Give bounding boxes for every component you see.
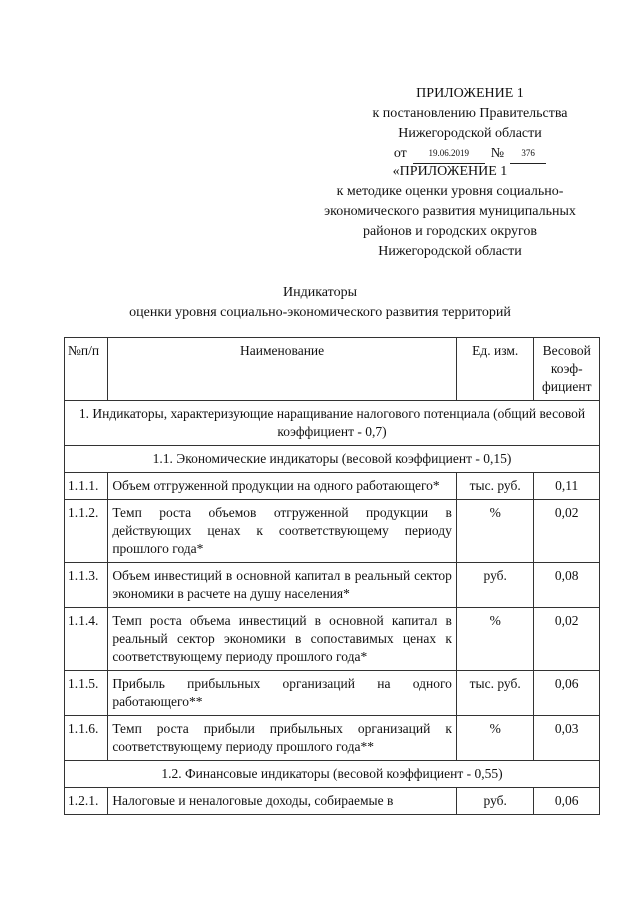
row-name: Объем отгруженной продукции на одного работающего* xyxy=(108,473,457,500)
method-header xyxy=(300,162,600,262)
method-line-2: экономического развития муниципальных xyxy=(324,204,576,219)
row-num: 1.1.2. xyxy=(65,500,108,563)
row-weight: 0,06 xyxy=(534,788,600,815)
table-row xyxy=(65,716,600,761)
row-unit: руб. xyxy=(456,563,534,608)
appendix-header xyxy=(320,84,620,164)
row-unit: тыс. руб. xyxy=(456,671,534,716)
section-1-title: 1. Индикаторы, характеризующие наращивание налогового потенциала (общий весовой коэффициент - 0,7) xyxy=(65,401,600,446)
row-weight: 0,02 xyxy=(534,500,600,563)
from-label: от xyxy=(393,146,407,161)
indicators-table xyxy=(64,337,600,815)
document-title-line-2: оценки уровня социально-экономического развития территорий xyxy=(129,305,511,320)
row-name: Темп роста объема инвестиций в основной капитал в реальный сектор экономики в сопоставимых ценах к соответствующему периоду прошлого года* xyxy=(108,608,457,671)
row-weight: 0,06 xyxy=(534,671,600,716)
row-unit: % xyxy=(456,716,534,761)
header-name: Наименование xyxy=(108,338,457,401)
row-num: 1.1.3. xyxy=(65,563,108,608)
row-weight: 0,11 xyxy=(534,473,600,500)
row-name: Темп роста объемов отгруженной продукции в действующих ценах к соответствующему периоду прошлого года* xyxy=(108,500,457,563)
appendix-title: ПРИЛОЖЕНИЕ 1 xyxy=(416,86,524,101)
appendix-line-2: Нижегородской области xyxy=(398,126,542,141)
row-unit: тыс. руб. xyxy=(456,473,534,500)
row-name: Объем инвестиций в основной капитал в реальный сектор экономики в расчете на душу населения* xyxy=(108,563,457,608)
row-num: 1.1.5. xyxy=(65,671,108,716)
row-weight: 0,03 xyxy=(534,716,600,761)
row-weight: 0,02 xyxy=(534,608,600,671)
table-row xyxy=(65,563,600,608)
row-name: Прибыль прибыльных организаций на одного работающего** xyxy=(108,671,457,716)
document-title xyxy=(0,283,640,323)
table-row xyxy=(65,608,600,671)
section-row xyxy=(65,401,600,446)
method-line-3: районов и городских округов xyxy=(362,224,538,239)
document-title-line-1: Индикаторы xyxy=(283,285,357,300)
method-line-4: Нижегородской области xyxy=(378,244,522,259)
row-weight: 0,08 xyxy=(534,563,600,608)
row-unit: % xyxy=(456,608,534,671)
resolution-date: 19.06.2019 xyxy=(428,148,470,158)
subsection-row xyxy=(65,446,600,473)
subsection-1-2-title: 1.2. Финансовые индикаторы (весовой коэффициент - 0,55) xyxy=(65,761,600,788)
header-num: №п/п xyxy=(65,338,108,401)
subsection-row xyxy=(65,761,600,788)
number-label: № xyxy=(490,146,505,161)
table-row xyxy=(65,788,600,815)
row-num: 1.1.4. xyxy=(65,608,108,671)
row-num: 1.2.1. xyxy=(65,788,108,815)
method-line-1: к методике оценки уровня социально- xyxy=(336,184,564,199)
header-unit: Ед. изм. xyxy=(456,338,534,401)
appendix-line-1: к постановлению Правительства xyxy=(372,106,568,121)
row-unit: % xyxy=(456,500,534,563)
row-name xyxy=(108,788,457,815)
row-num: 1.1.1. xyxy=(65,473,108,500)
row-name-text: Налоговые и неналоговые доходы, собираемые в xyxy=(112,793,394,808)
table-row xyxy=(65,473,600,500)
resolution-date-number-line xyxy=(394,144,546,164)
header-weight: Весовой коэф-фициент xyxy=(534,338,600,401)
method-title: «ПРИЛОЖЕНИЕ 1 xyxy=(392,164,508,179)
table-row xyxy=(65,671,600,716)
subsection-1-1-title: 1.1. Экономические индикаторы (весовой коэффициент - 0,15) xyxy=(65,446,600,473)
table-header-row xyxy=(65,338,600,401)
resolution-number: 376 xyxy=(521,148,535,158)
table-row xyxy=(65,500,600,563)
row-unit: руб. xyxy=(456,788,534,815)
row-name: Темп роста прибыли прибыльных организаций к соответствующему периоду прошлого года** xyxy=(108,716,457,761)
row-num: 1.1.6. xyxy=(65,716,108,761)
